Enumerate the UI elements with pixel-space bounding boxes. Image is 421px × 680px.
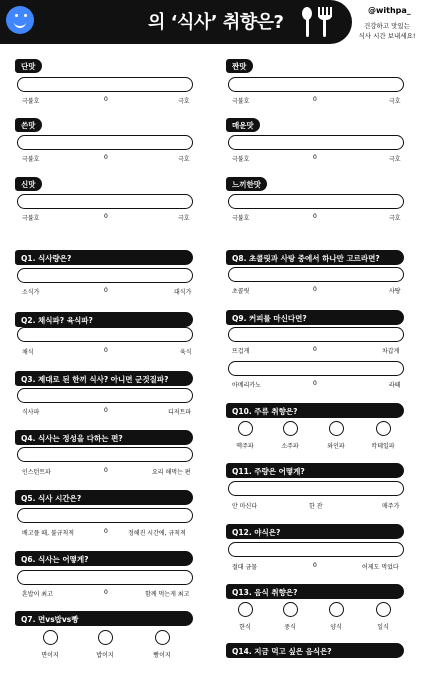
q4-title: Q4. 식사는 정성을 다하는 편?: [15, 430, 193, 445]
scale-min-label: 배고플 때, 불규칙적: [22, 530, 75, 537]
q5-title: Q5. 식사 시간은?: [15, 490, 193, 505]
q7-title: Q7. 면vs밥vs빵: [15, 611, 193, 626]
q10-option-soju-radio[interactable]: [283, 421, 298, 436]
q10-title: Q10. 주류 취향은?: [226, 403, 404, 418]
scale-min-label: 초콜릿: [232, 288, 250, 295]
scale-max-label: 대식가: [174, 289, 192, 296]
scale-max-label: 디저트파: [168, 409, 192, 416]
scale-mid-label: 0: [104, 154, 108, 161]
scale-min-label: 극불호: [22, 215, 40, 222]
scale-min-label: 혼밥이 최고: [22, 591, 53, 598]
q2-slider[interactable]: [17, 327, 193, 342]
q1-title: Q1. 식사량은?: [15, 250, 193, 265]
scale-max-label: 라떼: [389, 382, 401, 389]
q3-slider[interactable]: [17, 388, 193, 403]
scale-min-label: 안 마신다: [232, 503, 258, 510]
scale-max-label: 극호: [178, 98, 190, 105]
scale-mid-label: 0: [313, 380, 317, 387]
scale-mid-label: 0: [313, 562, 317, 569]
q8-slider[interactable]: [228, 267, 404, 282]
q4-slider[interactable]: [17, 447, 193, 462]
taste-slider-bitter[interactable]: [17, 135, 193, 150]
fork-icon: [318, 7, 332, 37]
scale-mid-label: 0: [104, 528, 108, 535]
header-banner: [0, 0, 352, 44]
q13-option-label: 중식: [284, 624, 296, 631]
scale-mid-label: 한 잔: [309, 503, 323, 510]
scale-min-label: 극불호: [22, 156, 40, 163]
taste-label-spicy: 매운맛: [226, 118, 260, 132]
scale-mid-label: 0: [104, 213, 108, 220]
q10-option-wine-radio[interactable]: [329, 421, 344, 436]
q6-slider[interactable]: [17, 570, 193, 585]
q13-option-western-radio[interactable]: [329, 602, 344, 617]
page-title: 의 ‘식사’ 취향은?: [148, 12, 284, 33]
scale-mid-label: 0: [104, 407, 108, 414]
scale-max-label: 육식: [180, 349, 192, 356]
scale-min-label: 인스턴트파: [22, 469, 51, 476]
author-handle: @withpa_: [368, 6, 411, 15]
scale-mid-label: 0: [313, 286, 317, 293]
q10-option-label: 칵테일파: [371, 443, 395, 450]
taste-slider-salty[interactable]: [228, 77, 404, 92]
scale-max-label: 요리 해먹는 편: [152, 469, 191, 476]
taste-slider-greasy[interactable]: [228, 194, 404, 209]
scale-mid-label: 0: [104, 287, 108, 294]
scale-max-label: 어제도 먹었다: [362, 564, 399, 571]
q1-slider[interactable]: [17, 268, 193, 283]
q10-option-label: 와인파: [327, 443, 345, 450]
q13-option-japanese-radio[interactable]: [376, 602, 391, 617]
q11-slider[interactable]: [228, 481, 404, 496]
scale-max-label: 극호: [178, 156, 190, 163]
q13-title: Q13. 음식 취향은?: [226, 584, 404, 599]
q13-option-chinese-radio[interactable]: [283, 602, 298, 617]
scale-mid-label: 0: [104, 467, 108, 474]
taste-label-salty: 짠맛: [226, 59, 253, 73]
scale-max-label: 극호: [178, 215, 190, 222]
taste-slider-sour[interactable]: [17, 194, 193, 209]
scale-max-label: 차갑게: [382, 348, 400, 355]
scale-min-label: 아메리카노: [232, 382, 261, 389]
q11-title: Q11. 주량은 어떻게?: [226, 463, 404, 478]
q10-option-beer-radio[interactable]: [238, 421, 253, 436]
scale-min-label: 극불호: [232, 98, 250, 105]
taste-label-bitter: 쓴맛: [15, 118, 42, 132]
q7-option-label: 면이지: [41, 652, 59, 659]
taste-slider-sweet[interactable]: [17, 77, 193, 92]
q7-option-bread-radio[interactable]: [155, 630, 170, 645]
scale-mid-label: 0: [313, 346, 317, 353]
taste-label-greasy: 느끼한맛: [226, 177, 267, 191]
scale-mid-label: 0: [104, 96, 108, 103]
scale-mid-label: 0: [313, 213, 317, 220]
taste-label-sour: 신맛: [15, 177, 42, 191]
scale-min-label: 식사파: [22, 409, 40, 416]
scale-mid-label: 0: [104, 347, 108, 354]
q7-option-label: 밥이지: [96, 652, 114, 659]
q13-option-label: 일식: [377, 624, 389, 631]
scale-min-label: 소식가: [22, 289, 40, 296]
q14-title: Q14. 지금 먹고 싶은 음식은?: [226, 643, 404, 658]
q9-temperature-slider[interactable]: [228, 327, 404, 342]
q12-slider[interactable]: [228, 542, 404, 557]
scale-max-label: 함께 먹는게 최고: [145, 591, 190, 598]
q7-option-rice-radio[interactable]: [98, 630, 113, 645]
spoon-icon: [302, 7, 312, 37]
scale-min-label: 채식: [22, 349, 34, 356]
scale-max-label: 극호: [389, 156, 401, 163]
q9-coffee-type-slider[interactable]: [228, 361, 404, 376]
q10-option-label: 맥주파: [236, 443, 254, 450]
q10-option-cocktail-radio[interactable]: [376, 421, 391, 436]
q7-option-label: 빵이지: [153, 652, 171, 659]
smiley-logo-icon: [6, 6, 34, 34]
scale-max-label: 정해진 시간에, 규칙적: [128, 530, 186, 537]
taste-slider-spicy[interactable]: [228, 135, 404, 150]
q6-title: Q6. 식사는 어떻게?: [15, 551, 193, 566]
taste-label-sweet: 단맛: [15, 59, 42, 73]
q3-title: Q3. 제대로 된 한끼 식사? 아니면 군것질파?: [15, 371, 193, 386]
q13-option-korean-radio[interactable]: [238, 602, 253, 617]
q8-title: Q8. 초콜릿과 사탕 중에서 하나만 고르라면?: [226, 250, 404, 265]
q13-option-label: 양식: [330, 624, 342, 631]
scale-mid-label: 0: [313, 154, 317, 161]
subtitle-line-2: 식사 시간 보내세요!: [358, 32, 416, 40]
q12-title: Q12. 야식은?: [226, 524, 404, 539]
scale-min-label: 절대 금물: [232, 564, 258, 571]
scale-min-label: 뜨겁게: [232, 348, 250, 355]
q9-title: Q9. 커피를 마신다면?: [226, 310, 404, 325]
scale-mid-label: 0: [104, 589, 108, 596]
q13-option-label: 한식: [239, 624, 251, 631]
q5-slider[interactable]: [17, 508, 193, 523]
subtitle-line-1: 건강하고 맛있는: [363, 22, 411, 30]
scale-min-label: 극불호: [232, 156, 250, 163]
scale-min-label: 극불호: [22, 98, 40, 105]
scale-max-label: 극호: [389, 215, 401, 222]
scale-mid-label: 0: [313, 96, 317, 103]
q7-option-noodle-radio[interactable]: [43, 630, 58, 645]
scale-max-label: 매주가: [382, 503, 400, 510]
scale-min-label: 극불호: [232, 215, 250, 222]
q2-title: Q2. 채식파? 육식파?: [15, 312, 193, 327]
q10-option-label: 소주파: [281, 443, 299, 450]
scale-max-label: 사탕: [389, 288, 401, 295]
scale-max-label: 극호: [389, 98, 401, 105]
